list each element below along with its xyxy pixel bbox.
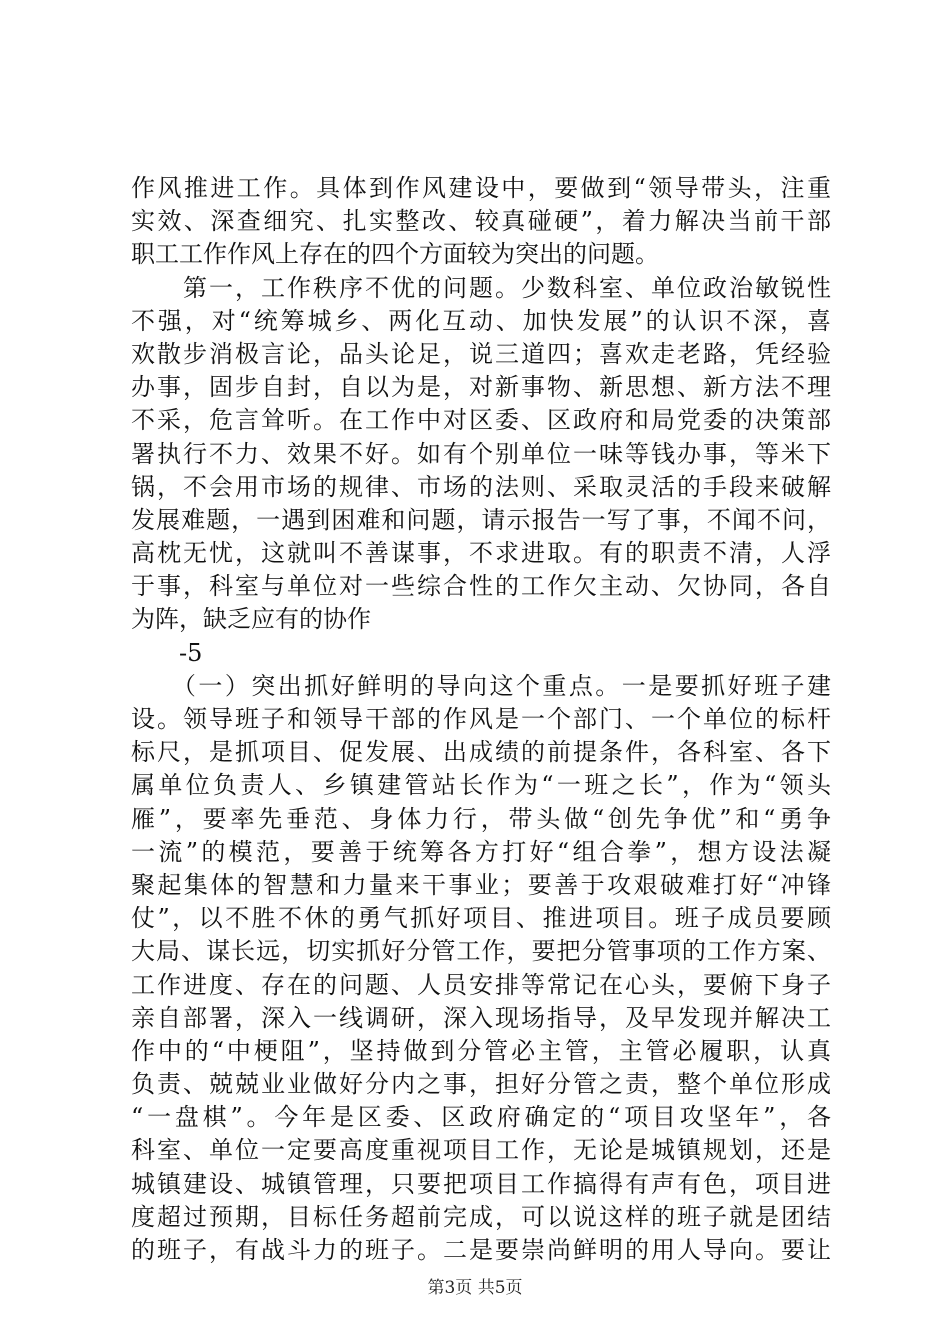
text-line: 亲自部署，深入一线调研，深入现场指导，及早发现并解决工 — [131, 1003, 831, 1032]
text-line: 大局、谋长远，切实抓好分管工作，要把分管事项的工作方案、 — [131, 937, 831, 966]
text-line: 作中的“中梗阻”，坚持做到分管必主管，主管必履职，认真 — [131, 1036, 831, 1065]
text-line: 科室、单位一定要高度重视项目工作，无论是城镇规划，还是 — [131, 1136, 831, 1165]
text-line: 设。领导班子和领导干部的作风是一个部门、一个单位的标杆 — [131, 705, 831, 733]
document-body — [131, 172, 831, 1267]
text-line: 署执行不力、效果不好。如有个别单位一味等钱办事，等米下 — [131, 439, 831, 468]
text-line: 第一，工作秩序不优的问题。少数科室、单位政治敏锐性 — [131, 273, 831, 302]
text-line: 负责、兢兢业业做好分内之事，担好分管之责，整个单位形成 — [131, 1070, 831, 1099]
text-line: 作风推进工作。具体到作风建设中，要做到“领导带头，注重 — [131, 174, 831, 202]
text-line: 于事，科室与单位对一些综合性的工作欠主动、欠协同，各自 — [131, 572, 831, 601]
text-line: 工作进度、存在的问题、人员安排等常记在心头，要俯下身子 — [131, 970, 831, 999]
text-line: 不采，危言耸听。在工作中对区委、区政府和局党委的决策部 — [131, 406, 831, 435]
text-line: 的班子，有战斗力的班子。二是要崇尚鲜明的用人导向。要让 — [131, 1236, 831, 1264]
text-line: 标尺，是抓项目、促发展、出成绩的前提条件，各科室、各下 — [131, 738, 831, 767]
text-line: 办事，固步自封，自以为是，对新事物、新思想、新方法不理 — [131, 373, 831, 402]
text-line: 实效、深查细究、扎实整改、较真碰硬”，着力解决当前干部 — [131, 207, 831, 236]
text-line: 一流”的模范，要善于统筹各方打好“组合拳”，想方设法凝 — [131, 837, 831, 866]
page-footer: 第3页 共5页 — [427, 1278, 523, 1298]
text-line: 职工工作作风上存在的四个方面较为突出的问题。 — [131, 240, 659, 269]
text-line: -5 — [131, 638, 203, 667]
text-line: 为阵，缺乏应有的协作 — [131, 605, 371, 634]
text-line: 城镇建设、城镇管理，只要把项目工作搞得有声有色，项目进 — [131, 1169, 831, 1198]
text-line: “一盘棋”。今年是区委、区政府确定的“项目攻坚年”，各 — [131, 1103, 831, 1132]
text-line: 属单位负责人、乡镇建管站长作为“一班之长”，作为“领头 — [131, 771, 831, 800]
text-line: 锅，不会用市场的规律、市场的法则、采取灵活的手段来破解 — [131, 472, 831, 501]
text-line: 度超过预期，目标任务超前完成，可以说这样的班子就是团结 — [131, 1202, 831, 1231]
text-line: 雁”，要率先垂范、身体力行，带头做“创先争优”和“勇争 — [131, 804, 831, 833]
text-line: 高枕无忧，这就叫不善谋事，不求进取。有的职责不清，人浮 — [131, 539, 831, 568]
text-line: 不强，对“统筹城乡、两化互动、加快发展”的认识不深，喜 — [131, 306, 831, 335]
text-line: （一）突出抓好鲜明的导向这个重点。一是要抓好班子建 — [131, 671, 831, 700]
text-line: 仗”，以不胜不休的勇气抓好项目、推进项目。班子成员要顾 — [131, 904, 831, 933]
text-line: 聚起集体的智慧和力量来干事业；要善于攻艰破难打好“冲锋 — [131, 870, 831, 899]
text-line: 发展难题，一遇到困难和问题，请示报告一写了事，不闻不问， — [131, 505, 831, 534]
text-line: 欢散步消极言论，品头论足，说三道四；喜欢走老路，凭经验 — [131, 339, 831, 368]
